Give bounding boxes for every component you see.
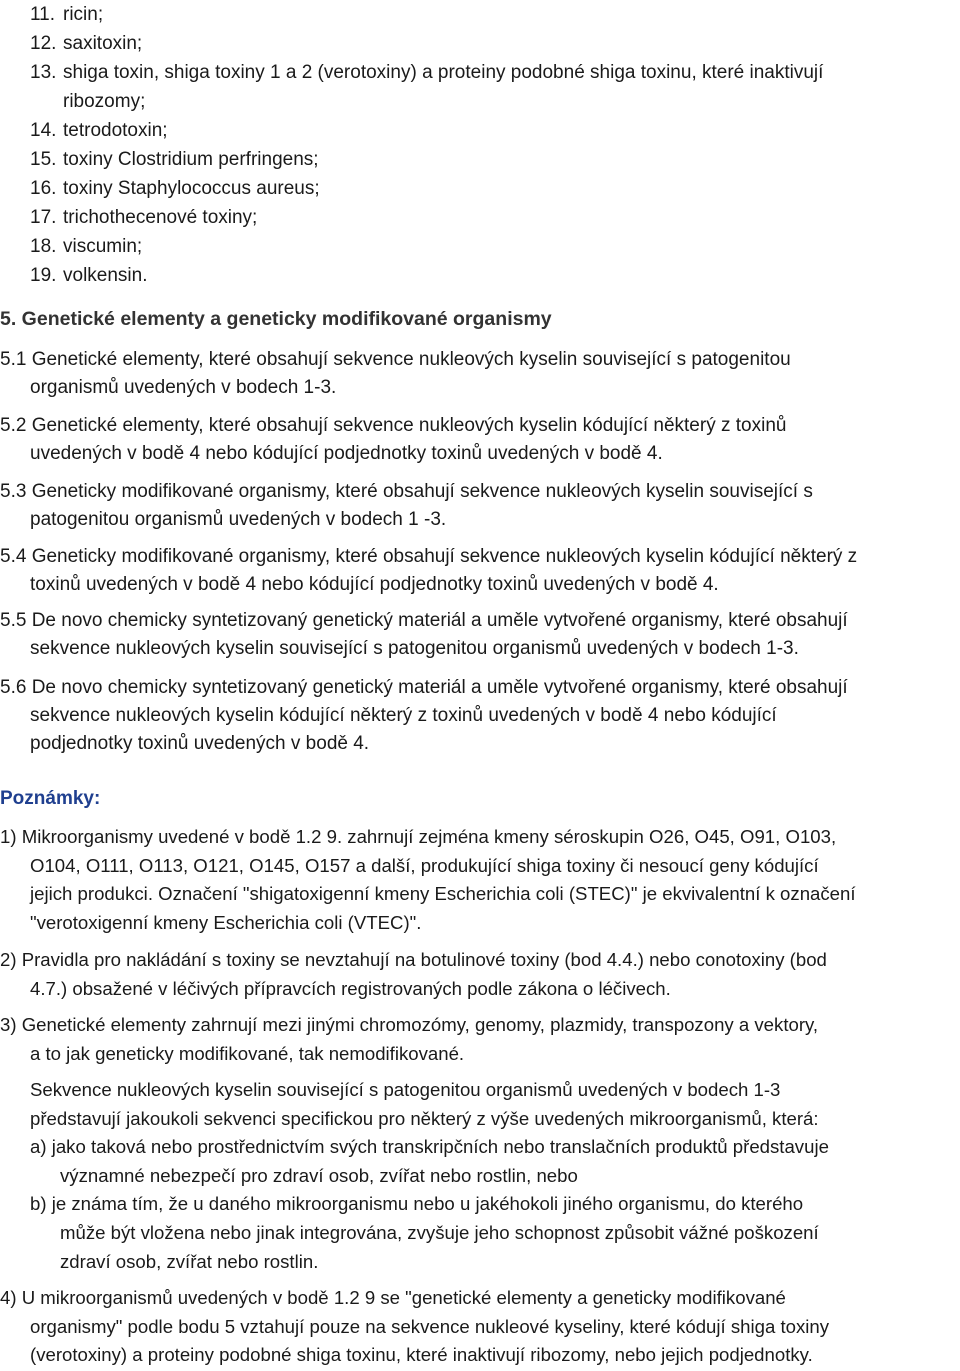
toxin-list (30, 0, 960, 290)
note-line: b) je známa tím, že u daného mikroorganismu nebo u jakéhokoli jiného organismu, do kterého (30, 1193, 804, 1215)
subsection-5-1 (0, 346, 958, 402)
list-item-number: 18. (30, 236, 57, 257)
note-1 (0, 823, 960, 937)
subsection-line: 5.3 Geneticky modifikované organismy, které obsahují sekvence nukleových kyselin související s (0, 481, 813, 502)
note-line: a) jako taková nebo prostřednictvím svých transkripčních nebo translačních produktů představuje (30, 1136, 829, 1158)
note-line: 3) Genetické elementy zahrnují mezi jinými chromozómy, genomy, plazmidy, transpozony a vektory, (0, 1014, 819, 1035)
list-item (30, 203, 960, 232)
note-3 (0, 1011, 960, 1068)
note-line: (verotoxiny) a proteiny podobné shiga toxinu, které inaktivují ribozomy, nebo jejich podjednotky. (30, 1344, 813, 1366)
list-item (30, 174, 960, 203)
note-line: Sekvence nukleových kyselin související s patogenitou organismů uvedených v bodech 1-3 (30, 1079, 781, 1100)
subsection-5-6 (0, 674, 958, 758)
list-item (30, 145, 960, 174)
note-line: 1) Mikroorganismy uvedené v bodě 1.2 9. zahrnují zejména kmeny séroskupin O26, O45, O91, O103, (0, 826, 837, 847)
list-item-text: shiga toxin, shiga toxiny 1 a 2 (verotoxiny) a proteiny podobné shiga toxinu, které inaktivují (63, 62, 824, 83)
list-item-continuation: ribozomy; (63, 91, 146, 112)
note-2 (0, 946, 960, 1003)
list-item-number: 12. (30, 33, 57, 54)
subsection-line: podjednotky toxinů uvedených v bodě 4. (30, 733, 370, 754)
list-item (30, 0, 960, 29)
subsection-5-4 (0, 543, 958, 599)
note-4 (0, 1284, 960, 1370)
notes-title: Poznámky: (0, 788, 101, 809)
list-item-text: volkensin. (63, 265, 148, 286)
subsection-line: uvedených v bodě 4 nebo kódující podjednotky toxinů uvedených v bodě 4. (30, 443, 663, 464)
note-line: organismy" podle bodu 5 vztahují pouze na sekvence nukleové kyseliny, které kódují shiga toxiny (30, 1315, 830, 1337)
section-heading: 5. Genetické elementy a geneticky modifikované organismy (0, 308, 552, 330)
subsection-line: 5.4 Geneticky modifikované organismy, které obsahují sekvence nukleových kyselin kódující některý z (0, 546, 858, 567)
list-item (30, 29, 960, 58)
subsection-line: 5.1 Genetické elementy, které obsahují sekvence nukleových kyselin související s patogenitou (0, 349, 791, 370)
note-line: O104, O111, O113, O121, O145, O157 a další, produkující shiga toxiny či nesoucí geny kódující (30, 854, 819, 876)
note-line: "verotoxigenní kmeny Escherichia coli (VTEC)". (30, 911, 422, 933)
note-line: a to jak geneticky modifikované, tak nemodifikované. (30, 1042, 465, 1064)
list-item-text: trichothecenové toxiny; (63, 207, 258, 228)
list-item-number: 16. (30, 178, 57, 199)
list-item (30, 116, 960, 145)
subsection-line: 5.2 Genetické elementy, které obsahují sekvence nukleových kyselin kódující některý z toxinů (0, 415, 787, 436)
note-line: může být vložena nebo jinak integrována, zvyšuje jeho schopnost způsobit vážné poškození (60, 1221, 819, 1243)
list-item-text: ricin; (63, 4, 104, 25)
note-line: 4.7.) obsažené v léčivých přípravcích registrovaných podle zákona o léčivech. (30, 977, 671, 999)
list-item-text: toxiny Clostridium perfringens; (63, 149, 319, 170)
list-item-text: saxitoxin; (63, 33, 143, 54)
list-item-number: 17. (30, 207, 57, 228)
note-line: jejich produkci. Označení "shigatoxigenní kmeny Escherichia coli (STEC)" je ekvivalentní k označení (30, 883, 856, 905)
note-line: 2) Pravidla pro nakládání s toxiny se nevztahují na botulinové toxiny (bod 4.4.) nebo conotoxiny (bod (0, 949, 827, 970)
list-item (30, 232, 960, 261)
subsection-line: toxinů uvedených v bodě 4 nebo kódující podjednotky toxinů uvedených v bodě 4. (30, 574, 719, 595)
list-item (30, 261, 960, 290)
list-item-number: 13. (30, 62, 57, 83)
subsection-5-5 (0, 607, 958, 663)
note-3-paragraph (0, 1076, 960, 1276)
list-item-number: 15. (30, 149, 57, 170)
list-item-number: 19. (30, 265, 57, 286)
list-item (30, 58, 960, 87)
subsection-5-2 (0, 412, 958, 468)
subsection-line: sekvence nukleových kyselin kódující některý z toxinů uvedených v bodě 4 nebo kódující (30, 705, 777, 726)
subsection-line: sekvence nukleových kyselin související s patogenitou organismů uvedených v bodech 1-3. (30, 638, 799, 659)
subsection-5-3 (0, 478, 958, 534)
subsection-line: patogenitou organismů uvedených v bodech 1 -3. (30, 509, 447, 530)
list-item-text: tetrodotoxin; (63, 120, 168, 141)
subsection-line: organismů uvedených v bodech 1-3. (30, 377, 337, 398)
subsection-line: 5.5 De novo chemicky syntetizovaný genetický materiál a uměle vytvořené organismy, které obsahují (0, 610, 848, 631)
note-line: významné nebezpečí pro zdraví osob, zvířat nebo rostlin, nebo (60, 1164, 578, 1186)
list-item-number: 14. (30, 120, 57, 141)
note-line: zdraví osob, zvířat nebo rostlin. (60, 1250, 319, 1272)
list-item-text: viscumin; (63, 236, 143, 257)
subsection-line: 5.6 De novo chemicky syntetizovaný genetický materiál a uměle vytvořené organismy, které obsahují (0, 677, 848, 698)
list-item-number: 11. (30, 4, 56, 25)
list-item-text: toxiny Staphylococcus aureus; (63, 178, 320, 199)
note-line: představují jakoukoli sekvenci specifickou pro některý z výše uvedených mikroorganismů, která: (30, 1107, 819, 1129)
note-line: 4) U mikroorganismů uvedených v bodě 1.2 9 se "genetické elementy a geneticky modifikované (0, 1287, 786, 1308)
